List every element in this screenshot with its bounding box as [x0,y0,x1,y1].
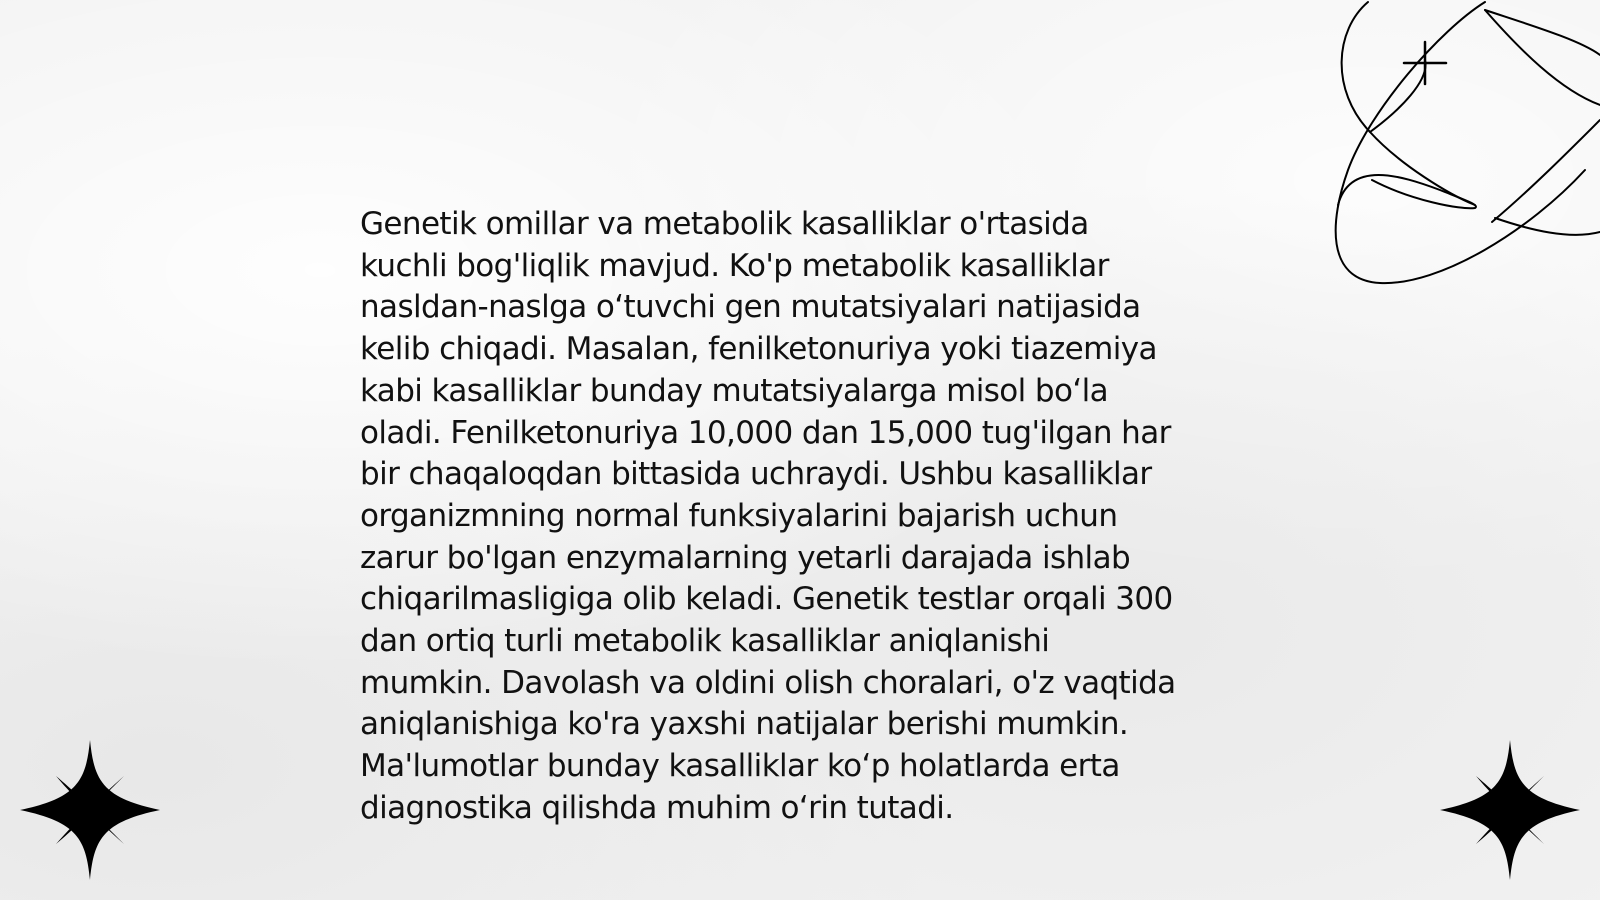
star-icon-bottom-right [1440,740,1580,880]
paragraph-line: aniqlanishiga ko'ra yaxshi natijalar berishi mumkin. [360,706,1129,743]
paragraph-line: bir chaqaloqdan bittasida uchraydi. Ushbu kasalliklar [360,456,1152,493]
paragraph-line: zarur bo'lgan enzymalarning yetarli darajada ishlab [360,539,1131,576]
body-paragraph [360,204,1260,830]
paragraph-line: nasldan-naslga o‘tuvchi gen mutatsiyalari natijasida [360,289,1141,326]
paragraph-line: organizmning normal funksiyalarini bajarish uchun [360,497,1118,534]
paragraph-line: kuchli bog'liqlik mavjud. Ko'p metabolik kasalliklar [360,247,1109,284]
paragraph-line: Genetik omillar va metabolik kasalliklar o'rtasida [360,206,1089,242]
paragraph-line: Ma'lumotlar bunday kasalliklar ko‘p holatlarda erta [360,748,1120,785]
paragraph-line: oladi. Fenilketonuriya 10,000 dan 15,000 tug'ilgan har [360,414,1171,451]
paragraph-line: diagnostika qilishda muhim o‘rin tutadi. [360,789,954,826]
paragraph-line: kabi kasalliklar bunday mutatsiyalarga misol bo‘la [360,372,1109,409]
star-icon-bottom-left [20,740,160,880]
paragraph-line: dan ortiq turli metabolik kasalliklar aniqlanishi [360,623,1050,660]
paragraph-line: chiqarilmasligiga olib keladi. Genetik testlar orqali 300 [360,581,1173,618]
paragraph-line: kelib chiqadi. Masalan, fenilketonuriya yoki tiazemiya [360,331,1157,368]
small-sparkle-icon [1404,42,1446,84]
orbit-swirl-icon [1330,0,1600,290]
paragraph-line: mumkin. Davolash va oldini olish choralari, o'z vaqtida [360,664,1176,701]
